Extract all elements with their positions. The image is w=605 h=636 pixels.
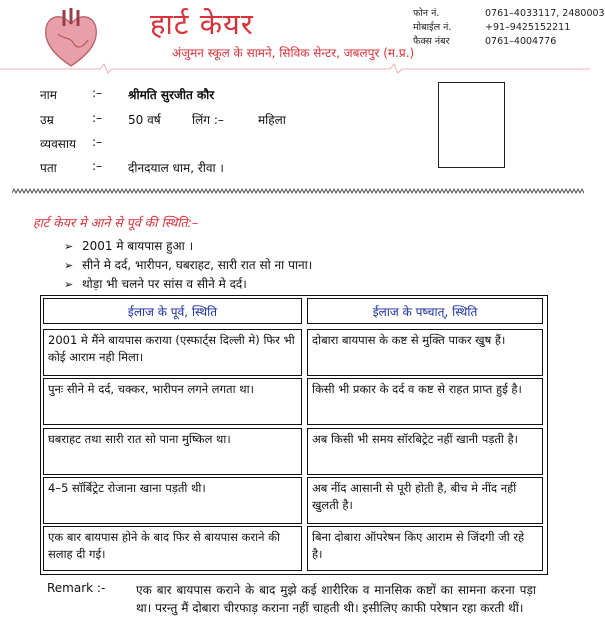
table-header-after: ईलाज के पष्चात्, स्थिति [307, 298, 543, 324]
table-cell: पुनः सीने मे दर्द, चक्कर, भारीपन लगने लगता था। [43, 378, 302, 425]
occupation-separator: :– [92, 135, 103, 149]
contact-fax [413, 34, 556, 47]
heart-logo-icon [40, 6, 102, 70]
contact-value: +91–9425152211 [485, 22, 571, 33]
remark-text: एक बार बायपास कराने के बाद मुझे कई शारीरिक व मानसिक कष्टों का सामना करना पड़ा था। परन्तु मैं दोबारा चीरफाड़ कराना नहीं चाहती थी। इसीलिए काफी परेषान रहा करती थीं। [136, 583, 536, 615]
gender-label: लिंग :– [192, 113, 224, 127]
age-separator: :– [92, 111, 103, 125]
occupation-label: व्यवसाय [40, 137, 76, 151]
patient-gender: महिला [258, 113, 286, 127]
remark-label: Remark :- [47, 581, 106, 595]
name-label: नाम [40, 88, 57, 102]
decorative-divider [12, 187, 584, 195]
address-label: पता [40, 161, 57, 175]
contact-value: 0761–4033117, 2480003 [485, 8, 605, 19]
bullet-text: थोड़ा भी चलने पर सांस व सीने मे दर्द। [82, 277, 247, 291]
ekg-line [0, 62, 590, 74]
clinic-address: अंजुमन स्कूल के सामने, सिविक सेन्टर, जबलपुर (म.प्र.) [172, 46, 415, 60]
patient-name: श्रीमति सुरजीत कौर [128, 88, 215, 102]
age-label: उम्र [40, 113, 54, 127]
clinic-name: हार्ट केयर [150, 7, 254, 41]
contact-mobile [413, 20, 570, 33]
contact-label: फैक्स नंबर [413, 36, 450, 47]
list-item [64, 237, 193, 254]
table-cell: घबराहट तथा सारी रात सो पाना मुष्किल था। [43, 428, 302, 475]
contact-label: फोन नं. [413, 8, 440, 19]
list-item [64, 275, 247, 292]
contact-label: मोबाईल नं. [413, 22, 452, 33]
contact-value: 0761–4004776 [485, 36, 557, 47]
contact-phone [413, 6, 605, 19]
before-condition-heading: हार्ट केयर मे आने से पूर्व की स्थिति:– [33, 215, 199, 230]
address-separator: :– [92, 159, 103, 173]
patient-address: दीनदयाल धाम, रीवा । [128, 161, 224, 175]
table-cell: बिना दोबारा ऑपरेषन किए आराम से जिंदगी जी रहे है। [307, 526, 543, 571]
table-cell: अब किसी भी समय सॉरबिट्रेट नहीं खानी पड़ती है। [307, 428, 543, 475]
patient-age: 50 वर्ष [128, 113, 161, 127]
arrow-bullet-icon: ➢ [64, 278, 74, 291]
table-cell: एक बार बायपास होने के बाद फिर से बायपास कराने की सलाह दी गई। [43, 526, 302, 571]
table-cell: दोबारा बायपास के कष्ट से मुक्ति पाकर खुष हैं। [307, 329, 543, 376]
bullet-text: 2001 मे बायपास हुआ । [82, 239, 194, 253]
arrow-bullet-icon: ➢ [64, 259, 74, 272]
arrow-bullet-icon: ➢ [64, 240, 74, 253]
table-header-before: ईलाज के पूर्व, स्थिति [43, 298, 302, 324]
table-cell: 4–5 सॉर्बिट्रेट रोजाना खाना पड़ती थी। [43, 477, 302, 524]
photo-placeholder [438, 82, 505, 168]
name-separator: :– [92, 86, 103, 100]
bullet-text: सीने मे दर्द, भारीपन, घबराहट, सारी रात सो ना पाना। [82, 258, 313, 272]
table-cell: किसी भी प्रकार के दर्द व कष्ट से राहत प्राप्त हुई है। [307, 378, 543, 425]
table-cell: अब नींद आसानी से पूरी होती है, बीच मे नींद नहीं खुलती है। [307, 477, 543, 524]
list-item [64, 256, 312, 273]
table-cell: 2001 मे मैंने बायपास कराया (एस्फार्ट्स दिल्ली मे) फिर भी कोई आराम नही मिला। [43, 329, 302, 376]
